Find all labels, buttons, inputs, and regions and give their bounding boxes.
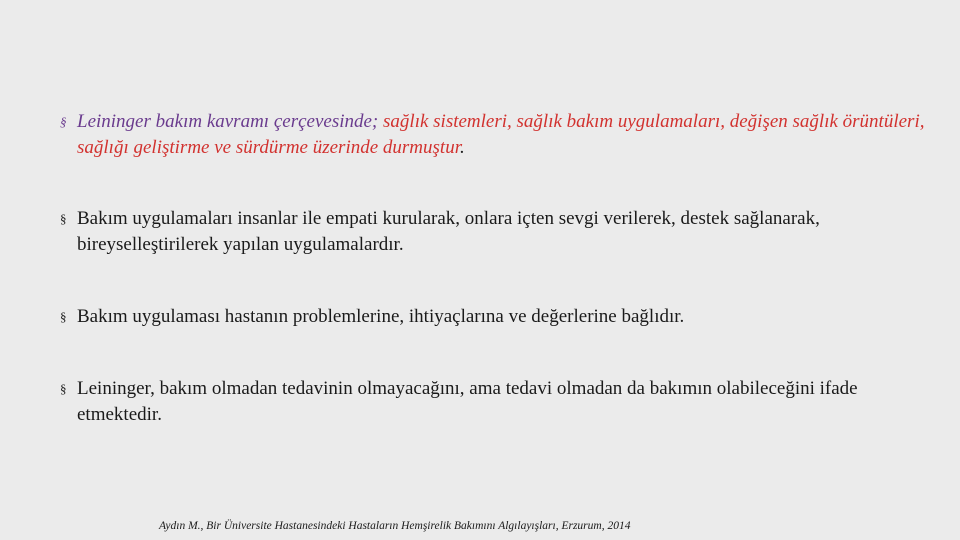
bullet-highlight-text: sağlık sistemleri, sağlık bakım uygulamaları, değişen sağlık örüntüleri, sağlığı geliştirme ve sürdürme üzerinde durmuştur	[77, 111, 925, 158]
bullet-marker: §	[60, 211, 67, 226]
bullet-care-practices	[60, 206, 937, 258]
bullet-marker: §	[60, 381, 67, 396]
bullet-text: Bakım uygulaması hastanın problemlerine, ihtiyaçlarına ve değerlerine bağlıdır.	[77, 306, 685, 327]
bullet-marker: §	[60, 114, 67, 129]
bullet-intro-text: Leininger bakım kavramı çerçevesinde;	[77, 111, 384, 132]
bullet-text: Bakım uygulamaları insanlar ile empati kurularak, onlara içten sevgi verilerek, destek sağlanarak, bireyselleştirilerek yapılan uygulamalardır.	[77, 208, 820, 255]
citation: Aydın M., Bir Üniversite Hastanesindeki Hastaların Hemşirelik Bakımını Algılayışları, Erzurum, 2014	[159, 520, 631, 532]
bullet-text: Leininger, bakım olmadan tedavinin olmayacağını, ama tedavi olmadan da bakımın olabileceğini ifade etmektedir.	[77, 378, 858, 425]
bullet-care-dependency	[60, 304, 937, 330]
bullet-period: .	[459, 137, 465, 158]
bullet-care-without-treatment	[60, 376, 937, 428]
bullet-marker: §	[60, 309, 67, 324]
bullet-leininger-care-concept	[60, 109, 937, 161]
